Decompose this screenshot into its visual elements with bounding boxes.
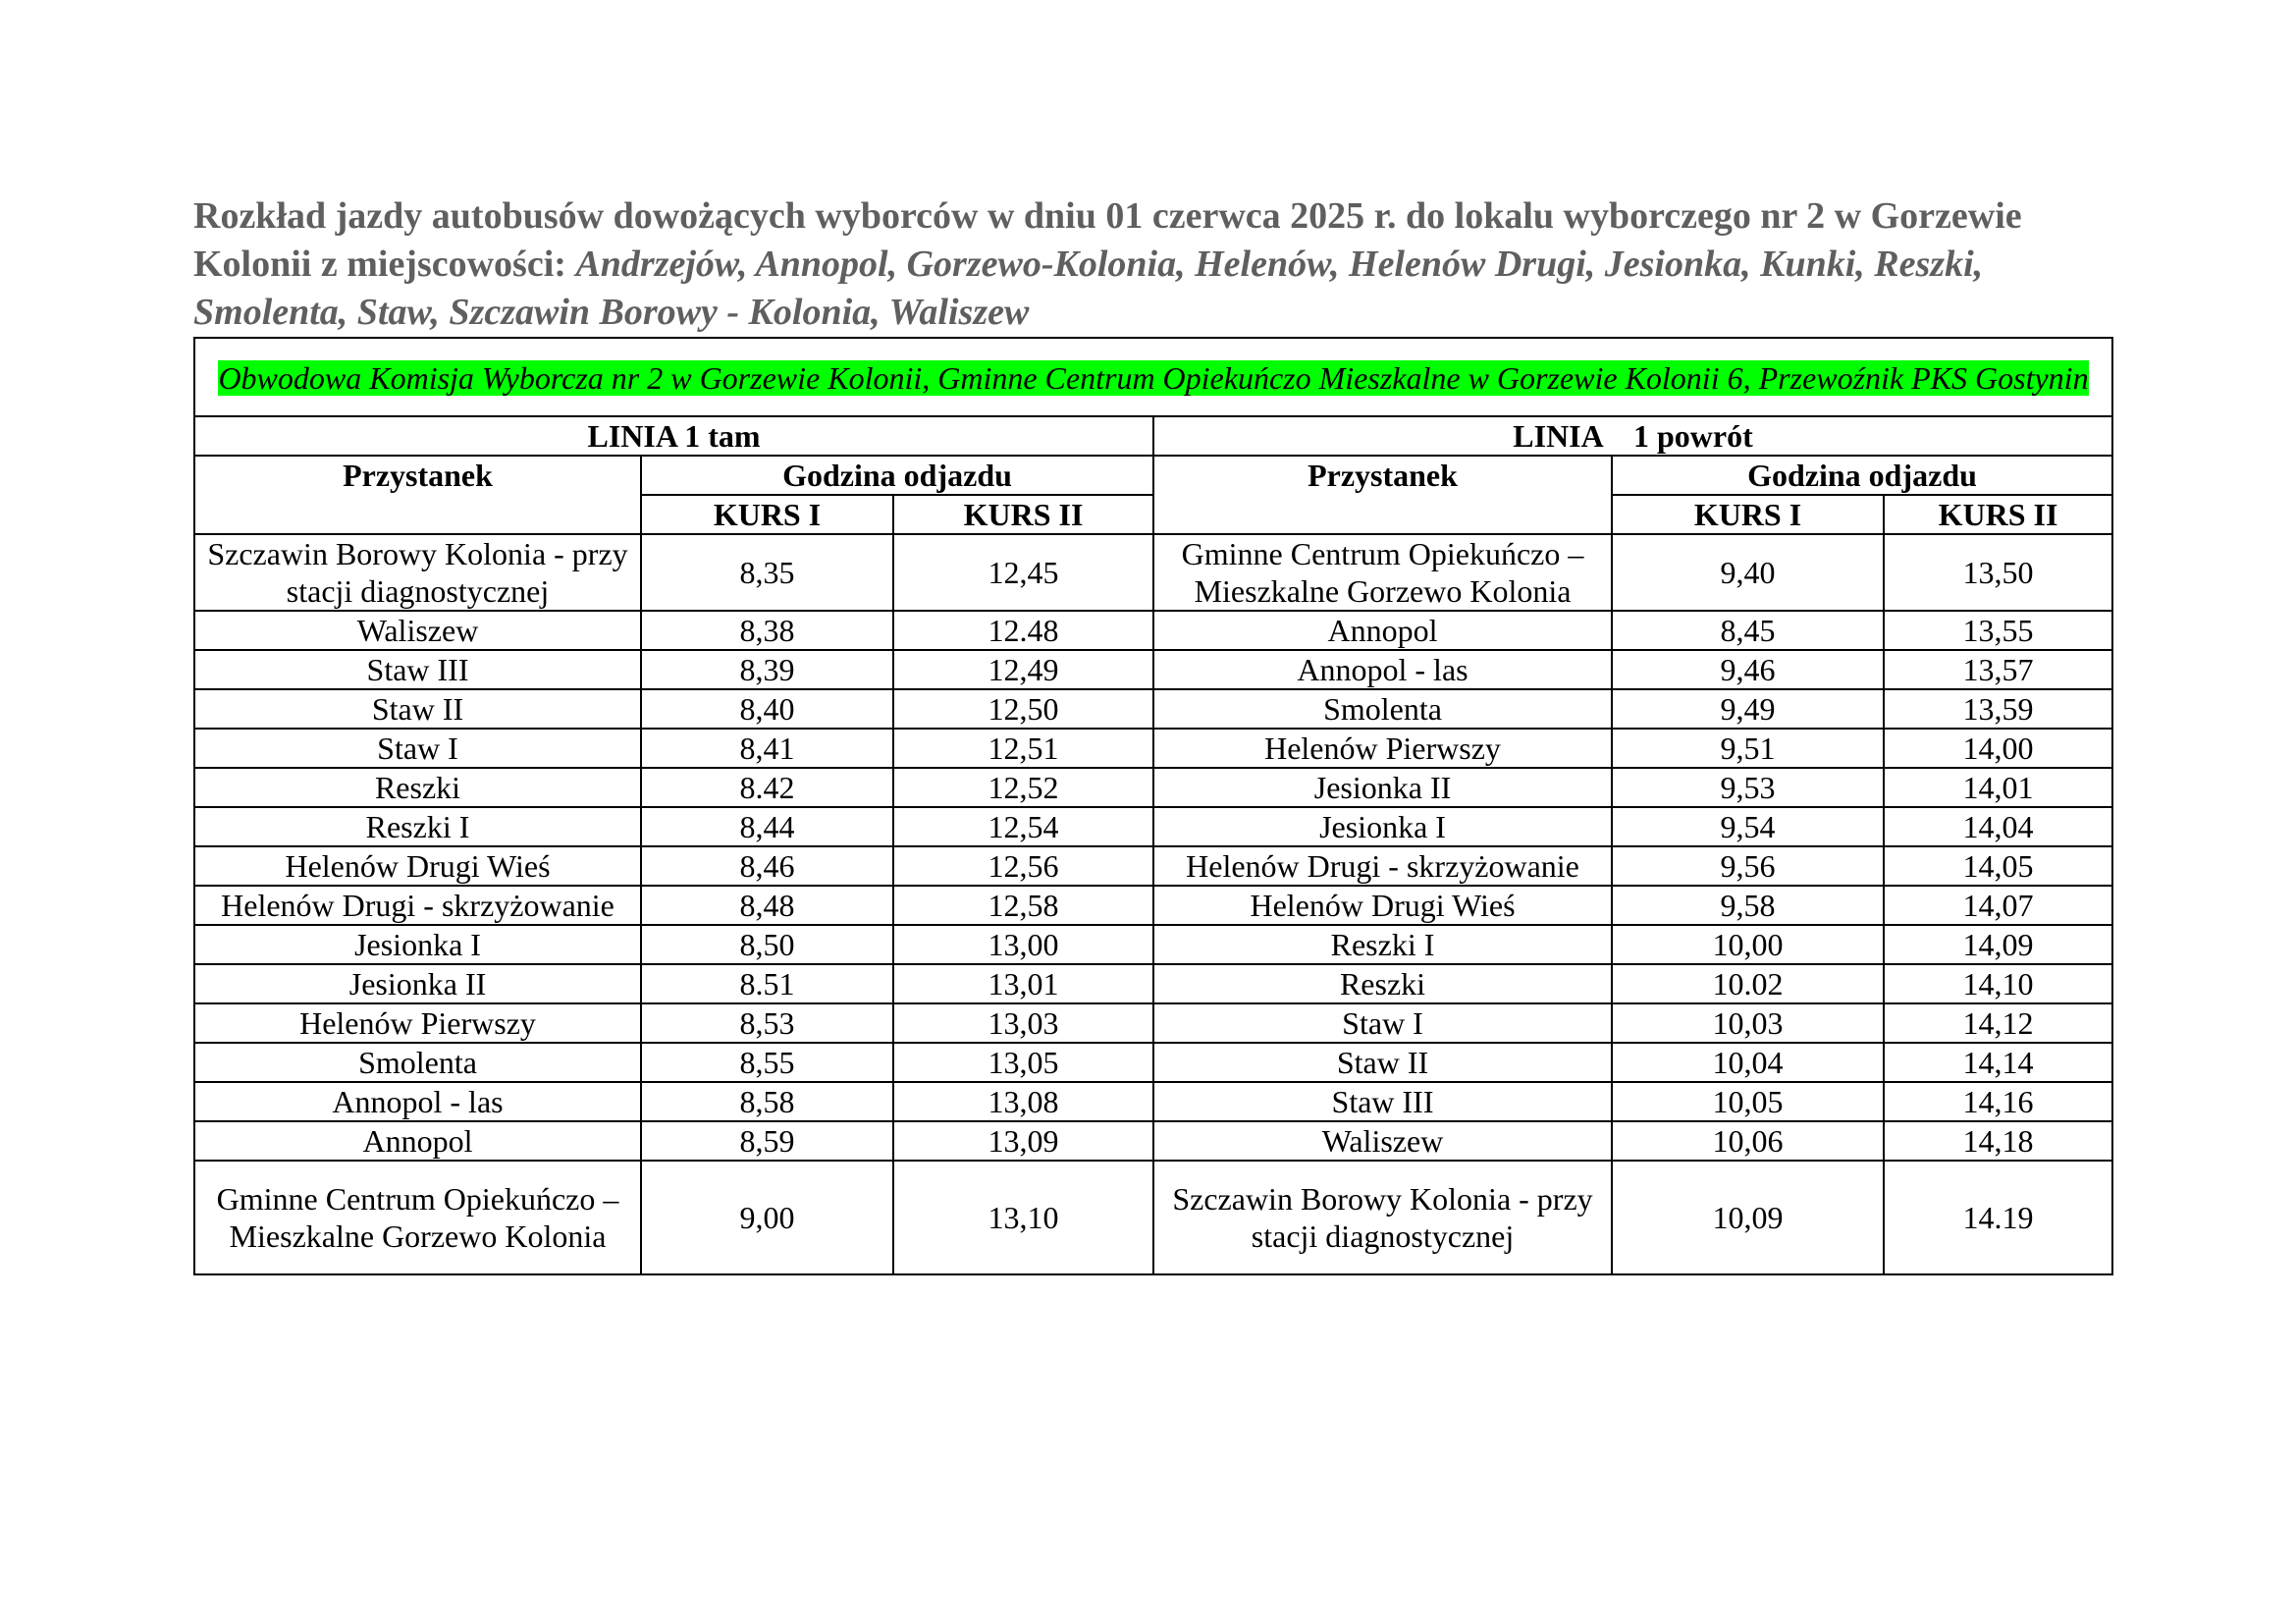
course1-time-there-cell: 8,44	[641, 807, 893, 846]
course2-time-back-cell: 14,01	[1884, 768, 2112, 807]
table-row	[194, 1121, 2112, 1161]
course1-header-there: KURS I	[641, 495, 893, 534]
course1-time-there-cell: 9,00	[641, 1161, 893, 1274]
course1-time-back-cell: 8,45	[1612, 611, 1884, 650]
course2-time-there-cell: 13,01	[893, 964, 1153, 1003]
course2-time-there-cell: 12,54	[893, 807, 1153, 846]
line-back-header: LINIA 1 powrót	[1153, 416, 2112, 456]
commission-header	[194, 338, 2112, 416]
stop-header-back: Przystanek	[1153, 456, 1612, 534]
course2-time-there-cell: 12,45	[893, 534, 1153, 611]
course1-time-back-cell: 9,40	[1612, 534, 1884, 611]
course2-time-there-cell: 13,05	[893, 1043, 1153, 1082]
stop-there-cell: Annopol - las	[194, 1082, 641, 1121]
table-row	[194, 689, 2112, 729]
table-row	[194, 925, 2112, 964]
course2-time-back-cell: 14,09	[1884, 925, 2112, 964]
stop-back-cell: Helenów Pierwszy	[1153, 729, 1612, 768]
course2-header-there: KURS II	[893, 495, 1153, 534]
course1-time-back-cell: 9,46	[1612, 650, 1884, 689]
course1-time-back-cell: 9,53	[1612, 768, 1884, 807]
course1-time-back-cell: 9,49	[1612, 689, 1884, 729]
course1-time-back-cell: 10,09	[1612, 1161, 1884, 1274]
stop-there-cell: Helenów Drugi - skrzyżowanie	[194, 886, 641, 925]
table-row	[194, 1082, 2112, 1121]
stop-there-cell: Jesionka I	[194, 925, 641, 964]
stop-there-cell: Gminne Centrum Opiekuńczo – Mieszkalne Gorzewo Kolonia	[194, 1161, 641, 1274]
commission-text: Obwodowa Komisja Wyborcza nr 2 w Gorzewie Kolonii, Gminne Centrum Opiekuńczo Mieszkalne w Gorzewie Kolonii 6, Przewoźnik PKS Gostynin	[218, 359, 2089, 396]
stop-there-cell: Waliszew	[194, 611, 641, 650]
course2-time-back-cell: 13,55	[1884, 611, 2112, 650]
course1-time-there-cell: 8,55	[641, 1043, 893, 1082]
course1-time-back-cell: 10,03	[1612, 1003, 1884, 1043]
document-heading	[193, 192, 2117, 337]
stop-back-cell: Staw III	[1153, 1082, 1612, 1121]
stop-there-cell: Staw III	[194, 650, 641, 689]
table-row	[194, 964, 2112, 1003]
stop-back-cell: Jesionka I	[1153, 807, 1612, 846]
course1-time-there-cell: 8,48	[641, 886, 893, 925]
course2-time-there-cell: 13,00	[893, 925, 1153, 964]
schedule-table	[193, 337, 2113, 1275]
course2-header-back: KURS II	[1884, 495, 2112, 534]
table-row	[194, 1003, 2112, 1043]
stop-back-cell: Annopol - las	[1153, 650, 1612, 689]
course2-time-there-cell: 12,50	[893, 689, 1153, 729]
course1-time-back-cell: 10,04	[1612, 1043, 1884, 1082]
course2-time-back-cell: 13,59	[1884, 689, 2112, 729]
course1-time-there-cell: 8,58	[641, 1082, 893, 1121]
course1-time-there-cell: 8,53	[641, 1003, 893, 1043]
course1-time-back-cell: 9,58	[1612, 886, 1884, 925]
stop-there-cell: Helenów Pierwszy	[194, 1003, 641, 1043]
stop-back-cell: Reszki I	[1153, 925, 1612, 964]
course2-time-back-cell: 14,04	[1884, 807, 2112, 846]
course2-time-back-cell: 13,57	[1884, 650, 2112, 689]
stop-back-cell: Staw I	[1153, 1003, 1612, 1043]
course2-time-back-cell: 14,16	[1884, 1082, 2112, 1121]
course1-time-there-cell: 8,59	[641, 1121, 893, 1161]
stop-back-cell: Annopol	[1153, 611, 1612, 650]
course2-time-there-cell: 12.48	[893, 611, 1153, 650]
course1-time-there-cell: 8,39	[641, 650, 893, 689]
table-row	[194, 1043, 2112, 1082]
table-row	[194, 1161, 2112, 1274]
stop-there-cell: Staw II	[194, 689, 641, 729]
stop-back-cell: Gminne Centrum Opiekuńczo – Mieszkalne Gorzewo Kolonia	[1153, 534, 1612, 611]
stop-there-cell: Reszki I	[194, 807, 641, 846]
table-row	[194, 886, 2112, 925]
course2-time-back-cell: 14,10	[1884, 964, 2112, 1003]
course1-time-there-cell: 8.51	[641, 964, 893, 1003]
course2-time-back-cell: 14.19	[1884, 1161, 2112, 1274]
course2-time-there-cell: 13,10	[893, 1161, 1153, 1274]
course2-time-there-cell: 12,49	[893, 650, 1153, 689]
course2-time-there-cell: 13,09	[893, 1121, 1153, 1161]
table-row	[194, 650, 2112, 689]
course1-time-back-cell: 9,54	[1612, 807, 1884, 846]
stop-there-cell: Jesionka II	[194, 964, 641, 1003]
course1-time-back-cell: 9,56	[1612, 846, 1884, 886]
course2-time-back-cell: 14,00	[1884, 729, 2112, 768]
course2-time-there-cell: 12,58	[893, 886, 1153, 925]
departure-header-there: Godzina odjazdu	[641, 456, 1153, 495]
course1-time-there-cell: 8,41	[641, 729, 893, 768]
stop-back-cell: Staw II	[1153, 1043, 1612, 1082]
heading-prefix: Rozkład jazdy autobusów dowożących wyborców w dniu 01 czerwca 2025 r. do lokalu wyborczego nr 2 w Gorzewie Kolonii z miejscowości:	[193, 195, 2022, 285]
table-row	[194, 534, 2112, 611]
table-row	[194, 807, 2112, 846]
course2-time-there-cell: 12,51	[893, 729, 1153, 768]
stop-back-cell: Szczawin Borowy Kolonia - przy stacji diagnostycznej	[1153, 1161, 1612, 1274]
course1-time-there-cell: 8,35	[641, 534, 893, 611]
table-row	[194, 768, 2112, 807]
course2-time-back-cell: 14,07	[1884, 886, 2112, 925]
line-there-header: LINIA 1 tam	[194, 416, 1153, 456]
stop-header-there: Przystanek	[194, 456, 641, 534]
course1-time-back-cell: 10,00	[1612, 925, 1884, 964]
course2-time-back-cell: 14,05	[1884, 846, 2112, 886]
stop-back-cell: Helenów Drugi Wieś	[1153, 886, 1612, 925]
course1-time-back-cell: 10,05	[1612, 1082, 1884, 1121]
stop-back-cell: Helenów Drugi - skrzyżowanie	[1153, 846, 1612, 886]
course1-time-there-cell: 8,46	[641, 846, 893, 886]
table-row	[194, 611, 2112, 650]
course2-time-back-cell: 14,18	[1884, 1121, 2112, 1161]
stop-there-cell: Smolenta	[194, 1043, 641, 1082]
course1-time-back-cell: 10.02	[1612, 964, 1884, 1003]
course2-time-back-cell: 13,50	[1884, 534, 2112, 611]
course2-time-there-cell: 12,52	[893, 768, 1153, 807]
departure-header-back: Godzina odjazdu	[1612, 456, 2112, 495]
course2-time-back-cell: 14,14	[1884, 1043, 2112, 1082]
stop-there-cell: Szczawin Borowy Kolonia - przy stacji diagnostycznej	[194, 534, 641, 611]
table-row	[194, 846, 2112, 886]
course2-time-there-cell: 12,56	[893, 846, 1153, 886]
stop-back-cell: Waliszew	[1153, 1121, 1612, 1161]
stop-there-cell: Helenów Drugi Wieś	[194, 846, 641, 886]
stop-back-cell: Reszki	[1153, 964, 1612, 1003]
course1-time-there-cell: 8,50	[641, 925, 893, 964]
course1-time-there-cell: 8,40	[641, 689, 893, 729]
course2-time-back-cell: 14,12	[1884, 1003, 2112, 1043]
course1-time-back-cell: 10,06	[1612, 1121, 1884, 1161]
heading-places: Andrzejów, Annopol, Gorzewo-Kolonia, Helenów, Helenów Drugi, Jesionka, Kunki, Reszki, Smolenta, Staw, Szczawin Borowy - Kolonia, Waliszew	[193, 244, 1984, 333]
stop-back-cell: Smolenta	[1153, 689, 1612, 729]
course1-time-there-cell: 8,38	[641, 611, 893, 650]
course1-header-back: KURS I	[1612, 495, 1884, 534]
stop-there-cell: Annopol	[194, 1121, 641, 1161]
table-row	[194, 729, 2112, 768]
stop-there-cell: Staw I	[194, 729, 641, 768]
course2-time-there-cell: 13,08	[893, 1082, 1153, 1121]
course2-time-there-cell: 13,03	[893, 1003, 1153, 1043]
stop-there-cell: Reszki	[194, 768, 641, 807]
stop-back-cell: Jesionka II	[1153, 768, 1612, 807]
course1-time-there-cell: 8.42	[641, 768, 893, 807]
course1-time-back-cell: 9,51	[1612, 729, 1884, 768]
